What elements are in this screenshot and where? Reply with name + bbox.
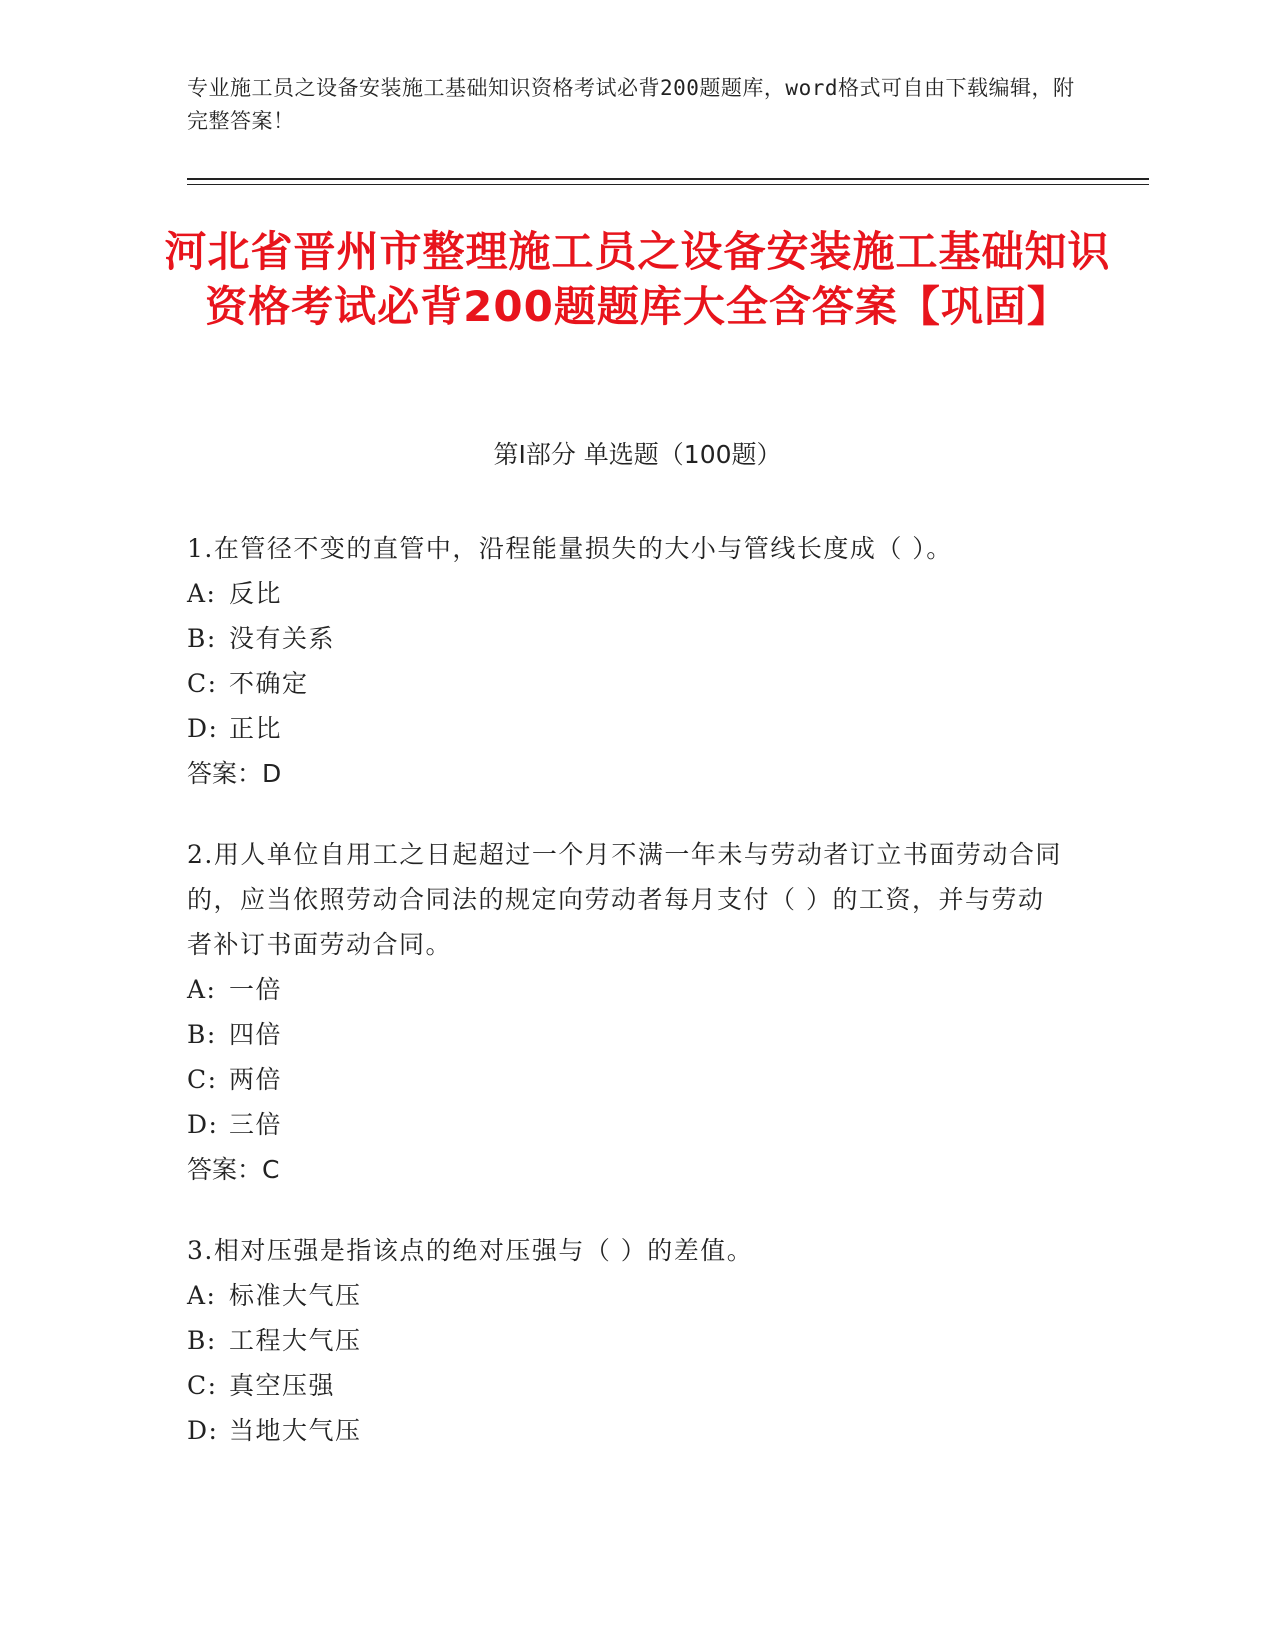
- option-text: 一倍: [229, 975, 283, 1004]
- option-letter: C:: [187, 1065, 218, 1094]
- option-text: 当地大气压: [229, 1416, 362, 1445]
- question-option: [187, 1408, 1087, 1453]
- option-text: 两倍: [229, 1065, 283, 1094]
- question-stem: 1.在管径不变的直管中，沿程能量损失的大小与管线长度成（ ）。: [187, 534, 953, 563]
- option-letter: A:: [187, 579, 217, 608]
- question-item: [187, 832, 1087, 1192]
- option-text: 工程大气压: [229, 1326, 362, 1355]
- option-text: 三倍: [229, 1110, 283, 1139]
- question-option: [187, 1318, 1087, 1363]
- option-letter: C:: [187, 1371, 218, 1400]
- question-option: [187, 1012, 1087, 1057]
- option-text: 标准大气压: [229, 1281, 362, 1310]
- question-option: [187, 616, 1087, 661]
- question-option: [187, 706, 1087, 751]
- option-letter: C:: [187, 669, 218, 698]
- question-option: [187, 661, 1087, 706]
- option-text: 四倍: [229, 1020, 283, 1049]
- question-option: [187, 1057, 1087, 1102]
- option-letter: D:: [187, 1416, 219, 1445]
- question-answer: 答案：D: [187, 759, 282, 788]
- question-option: [187, 571, 1087, 616]
- question-stem: 2.用人单位自用工之日起超过一个月不满一年未与劳动者订立书面劳动合同的，应当依照劳动合同法的规定向劳动者每月支付（ ）的工资，并与劳动者补订书面劳动合同。: [187, 840, 1062, 959]
- question-list: [187, 526, 1087, 1489]
- question-item: [187, 1228, 1087, 1453]
- question-option: [187, 1273, 1087, 1318]
- question-answer: 答案：C: [187, 1155, 280, 1184]
- question-option: [187, 1102, 1087, 1147]
- option-text: 真空压强: [229, 1371, 336, 1400]
- question-stem: 3.相对压强是指该点的绝对压强与（ ）的差值。: [187, 1236, 754, 1265]
- question-option: [187, 1363, 1087, 1408]
- option-letter: A:: [187, 1281, 217, 1310]
- option-letter: B:: [187, 1020, 217, 1049]
- option-letter: D:: [187, 1110, 219, 1139]
- option-letter: A:: [187, 975, 217, 1004]
- header-divider-thick: [187, 178, 1149, 180]
- header-divider-thin: [187, 184, 1149, 185]
- option-text: 不确定: [229, 669, 309, 698]
- question-item: [187, 526, 1087, 796]
- option-letter: B:: [187, 624, 217, 653]
- option-text: 正比: [229, 714, 283, 743]
- header-note: 专业施工员之设备安装施工基础知识资格考试必背200题题库，word格式可自由下载编辑，附完整答案！: [187, 76, 1075, 133]
- section-heading: 第Ⅰ部分 单选题（100题）: [493, 440, 782, 469]
- option-letter: D:: [187, 714, 219, 743]
- document-title: 河北省晋州市整理施工员之设备安装施工基础知识资格考试必背200题题库大全含答案【巩固】: [164, 227, 1111, 331]
- option-text: 反比: [229, 579, 283, 608]
- option-text: 没有关系: [229, 624, 336, 653]
- option-letter: B:: [187, 1326, 217, 1355]
- question-option: [187, 967, 1087, 1012]
